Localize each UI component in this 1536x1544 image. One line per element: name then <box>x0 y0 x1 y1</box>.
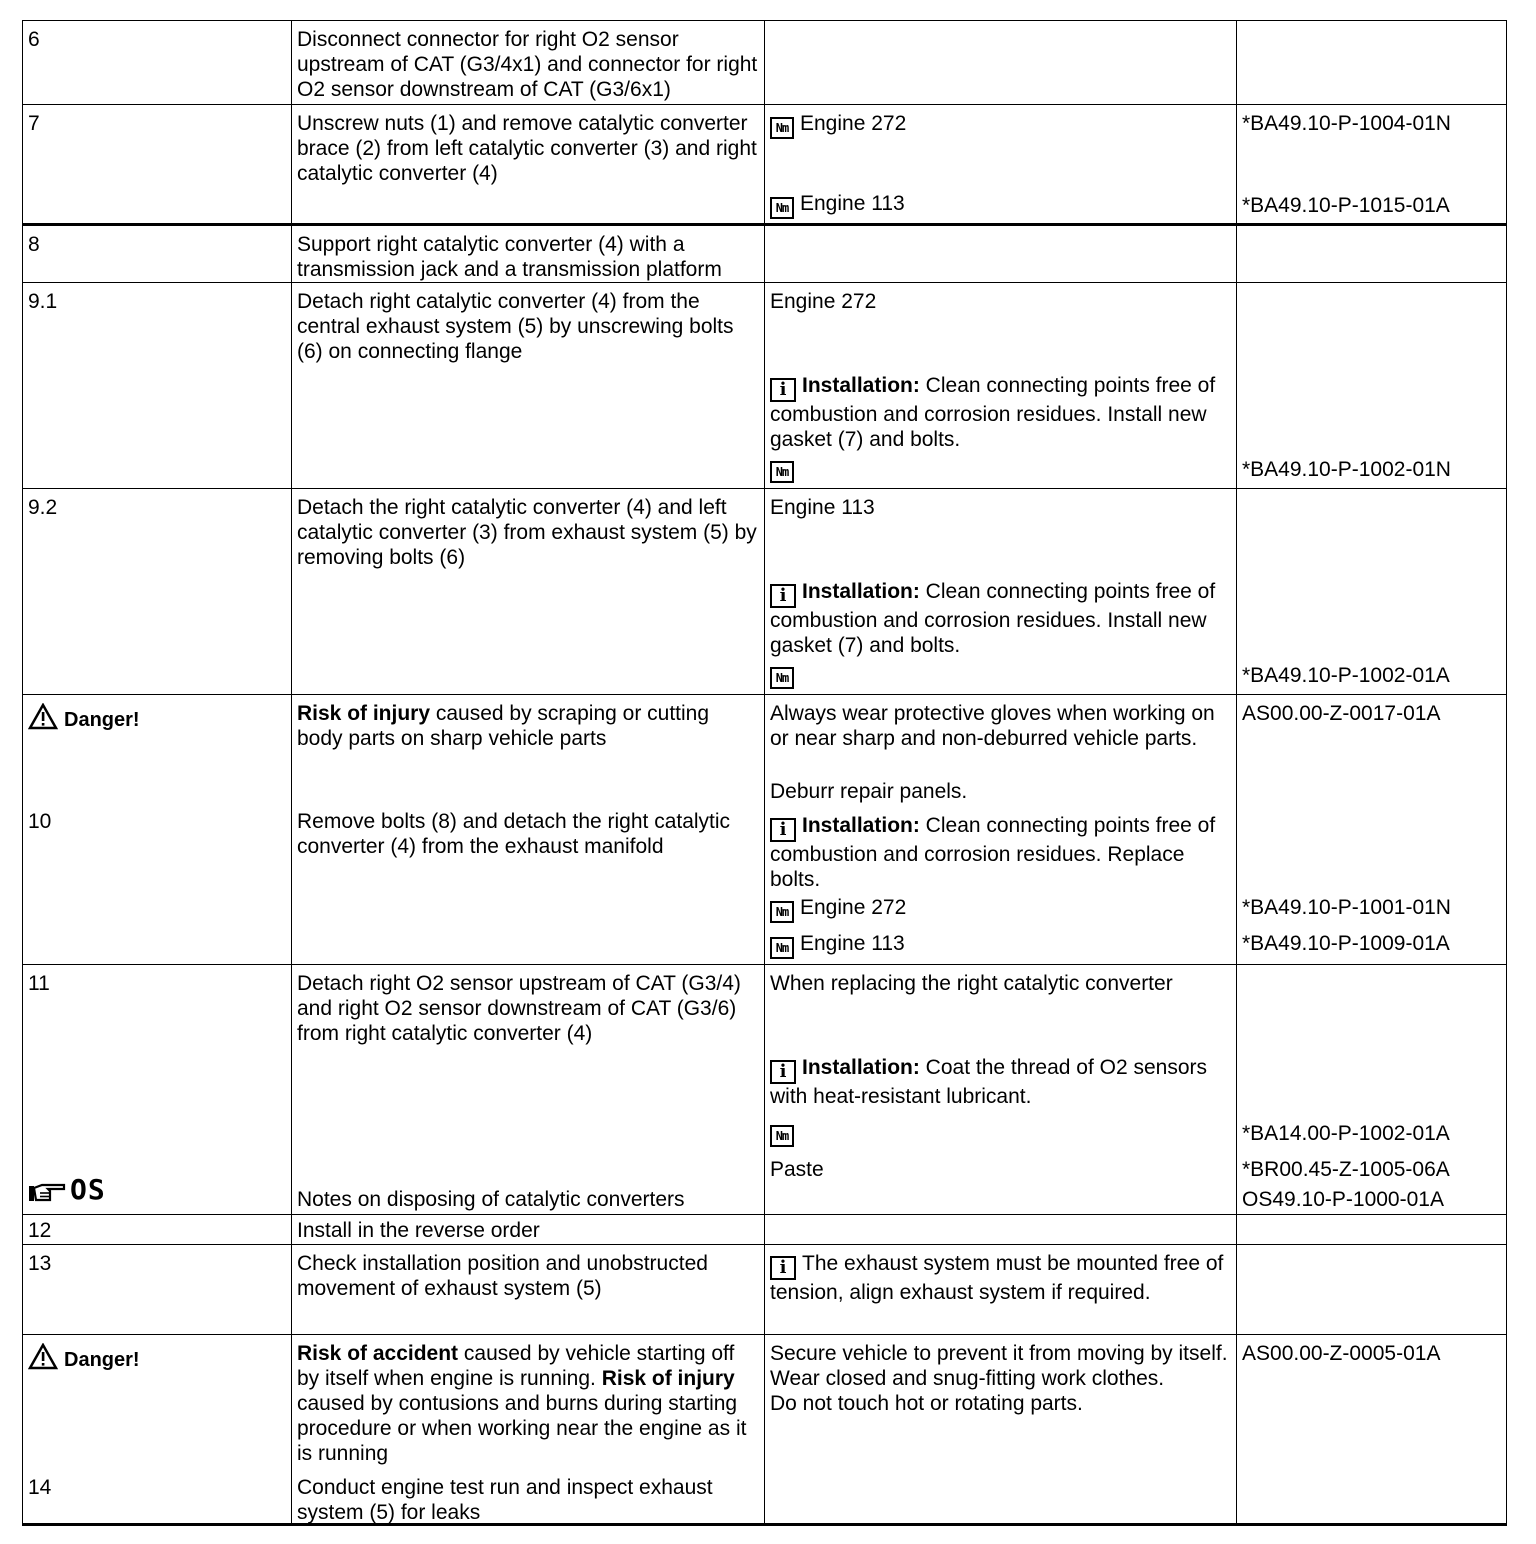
step-reference <box>1237 1335 1507 1525</box>
deburr-note: Deburr repair panels. <box>770 780 968 803</box>
step-number: 13 <box>23 1245 292 1335</box>
info-icon: i <box>770 818 796 842</box>
step-action <box>292 1335 765 1525</box>
risk-statement: Risk of accident caused by vehicle starting off by itself when engine is running. Risk of injury caused by contusions and burns during starting procedure or when working near the engine as it is running <box>297 1342 747 1465</box>
row-step-8 <box>23 225 1507 283</box>
reference-link[interactable]: *BA49.10-P-1009-01A <box>1242 932 1450 955</box>
step-reference <box>1237 283 1507 489</box>
step-notes <box>765 695 1237 965</box>
step-reference <box>1237 105 1507 225</box>
installation-note: i Installation: Clean connecting points free of combustion and corrosion residues. Install new gasket (7) and bolts. <box>770 374 1216 451</box>
torque-nm-icon: Nm <box>770 667 794 689</box>
step-notes <box>765 489 1237 695</box>
step-reference <box>1237 965 1507 1215</box>
step-reference <box>1237 1215 1507 1245</box>
reference-link[interactable]: *BA49.10-P-1002-01A <box>1242 664 1450 687</box>
row-step-14 <box>23 1335 1507 1525</box>
step-action-10: Remove bolts (8) and detach the right catalytic converter (4) from the exhaust manifold <box>297 810 731 858</box>
procedure-sheet <box>22 20 1506 1526</box>
risk-statement: Risk of injury caused by scraping or cutting body parts on sharp vehicle parts <box>297 702 710 750</box>
step-notes <box>765 105 1237 225</box>
torque-nm-icon: Nm <box>770 197 794 219</box>
step-notes <box>765 965 1237 1215</box>
reference-link[interactable]: *BA14.00-P-1002-01A <box>1242 1122 1450 1145</box>
step-notes <box>765 21 1237 105</box>
row-step-7 <box>23 105 1507 225</box>
row-step-6 <box>23 21 1507 105</box>
reference-link[interactable]: *BA49.10-P-1002-01N <box>1242 458 1451 481</box>
engine-variant: Engine 272 <box>770 290 877 313</box>
row-step-12 <box>23 1215 1507 1245</box>
step-notes <box>765 1335 1237 1525</box>
step-number <box>23 1335 292 1525</box>
step-action: Disconnect connector for right O2 sensor upstream of CAT (G3/4x1) and connector for right O2 sensor downstream of CAT (G3/6x1) <box>292 21 765 105</box>
paste-note: Paste <box>770 1158 824 1181</box>
procedure-table <box>22 20 1507 1526</box>
tension-note: i The exhaust system must be mounted free of tension, align exhaust system if required. <box>770 1252 1224 1304</box>
warning-triangle-icon <box>28 1343 58 1370</box>
torque-note-engine-272: Nm Engine 272 <box>770 111 1232 139</box>
step-action: Detach right catalytic converter (4) from the central exhaust system (5) by unscrewing bolts (6) on connecting flange <box>292 283 765 489</box>
step-number: 6 <box>23 21 292 105</box>
engine-variant: Engine 113 <box>770 496 875 519</box>
step-action: Detach the right catalytic converter (4) and left catalytic converter (3) from exhaust system (5) by removing bolts (6) <box>292 489 765 695</box>
torque-nm-icon: Nm <box>770 1125 794 1147</box>
info-icon: i <box>770 1256 796 1280</box>
info-icon: i <box>770 378 796 402</box>
reference-link[interactable]: *BA49.10-P-1004-01N <box>1242 112 1451 135</box>
disposal-notes: Notes on disposing of catalytic converters <box>297 1188 685 1211</box>
torque-note <box>770 455 1232 483</box>
torque-note-engine-113: Nm Engine 113 <box>770 931 1232 959</box>
step-number: 9.2 <box>23 489 292 695</box>
installation-note: i Installation: Coat the thread of O2 sensors with heat-resistant lubricant. <box>770 1056 1208 1108</box>
step-number: 12 <box>23 1215 292 1245</box>
safety-reference-link[interactable]: AS00.00-Z-0017-01A <box>1242 702 1441 725</box>
torque-nm-icon: Nm <box>770 117 794 139</box>
safety-measure: Secure vehicle to prevent it from moving by itself. <box>770 1342 1228 1365</box>
reference-link[interactable]: *BA49.10-P-1015-01A <box>1242 194 1450 217</box>
reference-link[interactable]: *BA49.10-P-1001-01N <box>1242 896 1451 919</box>
torque-nm-icon: Nm <box>770 937 794 959</box>
pointing-hand-icon <box>28 1181 66 1203</box>
step-reference <box>1237 225 1507 283</box>
info-icon: i <box>770 1060 796 1084</box>
torque-note <box>770 661 1232 689</box>
step-number: 7 <box>23 105 292 225</box>
step-reference <box>1237 695 1507 965</box>
row-step-13 <box>23 1245 1507 1335</box>
step-action: Unscrew nuts (1) and remove catalytic converter brace (2) from left catalytic converter (3) and right catalytic converter (4) <box>292 105 765 225</box>
step-notes <box>765 1245 1237 1335</box>
step-number: 8 <box>23 225 292 283</box>
step-reference <box>1237 1245 1507 1335</box>
danger-warning: Danger! <box>28 1343 287 1373</box>
step-action-11: Detach right O2 sensor upstream of CAT (G3/4) and right O2 sensor downstream of CAT (G3/6) from right catalytic converter (4) <box>297 972 741 1045</box>
torque-nm-icon: Nm <box>770 901 794 923</box>
safety-measure: Wear closed and snug-fitting work clothes. <box>770 1367 1165 1390</box>
row-step-9-2 <box>23 489 1507 695</box>
step-action-14: Conduct engine test run and inspect exhaust system (5) for leaks <box>297 1476 713 1524</box>
replacement-condition: When replacing the right catalytic converter <box>770 972 1173 995</box>
step-action: Install in the reverse order <box>292 1215 765 1245</box>
safety-reference-link[interactable]: AS00.00-Z-0005-01A <box>1242 1342 1441 1365</box>
step-number-10: 10 <box>28 810 52 833</box>
warning-triangle-icon <box>28 703 58 730</box>
step-number: 9.1 <box>23 283 292 489</box>
row-step-9-1 <box>23 283 1507 489</box>
step-notes <box>765 283 1237 489</box>
torque-note <box>770 1119 1232 1147</box>
step-action <box>292 965 765 1215</box>
step-number <box>23 965 292 1215</box>
safety-measure: Do not touch hot or rotating parts. <box>770 1392 1083 1415</box>
step-action: Check installation position and unobstructed movement of exhaust system (5) <box>292 1245 765 1335</box>
torque-note-engine-272: Nm Engine 272 <box>770 895 1232 923</box>
os-note-marker: OS <box>28 1177 287 1203</box>
step-reference <box>1237 489 1507 695</box>
installation-note: i Installation: Clean connecting points free of combustion and corrosion residues. Install new gasket (7) and bolts. <box>770 580 1216 657</box>
step-action <box>292 695 765 965</box>
step-number-11: 11 <box>28 972 50 995</box>
step-number <box>23 695 292 965</box>
danger-warning: Danger! <box>28 703 287 733</box>
step-notes <box>765 225 1237 283</box>
step-notes <box>765 1215 1237 1245</box>
installation-note: i Installation: Clean connecting points free of combustion and corrosion residues. Replace bolts. <box>770 814 1216 891</box>
step-action: Support right catalytic converter (4) with a transmission jack and a transmission platform <box>292 225 765 283</box>
row-step-11 <box>23 965 1507 1215</box>
torque-note-engine-113: Nm Engine 113 <box>770 191 1232 219</box>
reference-link[interactable]: OS49.10-P-1000-01A <box>1242 1188 1444 1211</box>
safety-measure: Always wear protective gloves when working on or near sharp and non-deburred vehicle parts. <box>770 702 1215 750</box>
reference-link[interactable]: *BR00.45-Z-1005-06A <box>1242 1158 1450 1181</box>
step-number-14: 14 <box>28 1476 52 1499</box>
torque-nm-icon: Nm <box>770 461 794 483</box>
step-reference <box>1237 21 1507 105</box>
info-icon: i <box>770 584 796 608</box>
row-step-10 <box>23 695 1507 965</box>
